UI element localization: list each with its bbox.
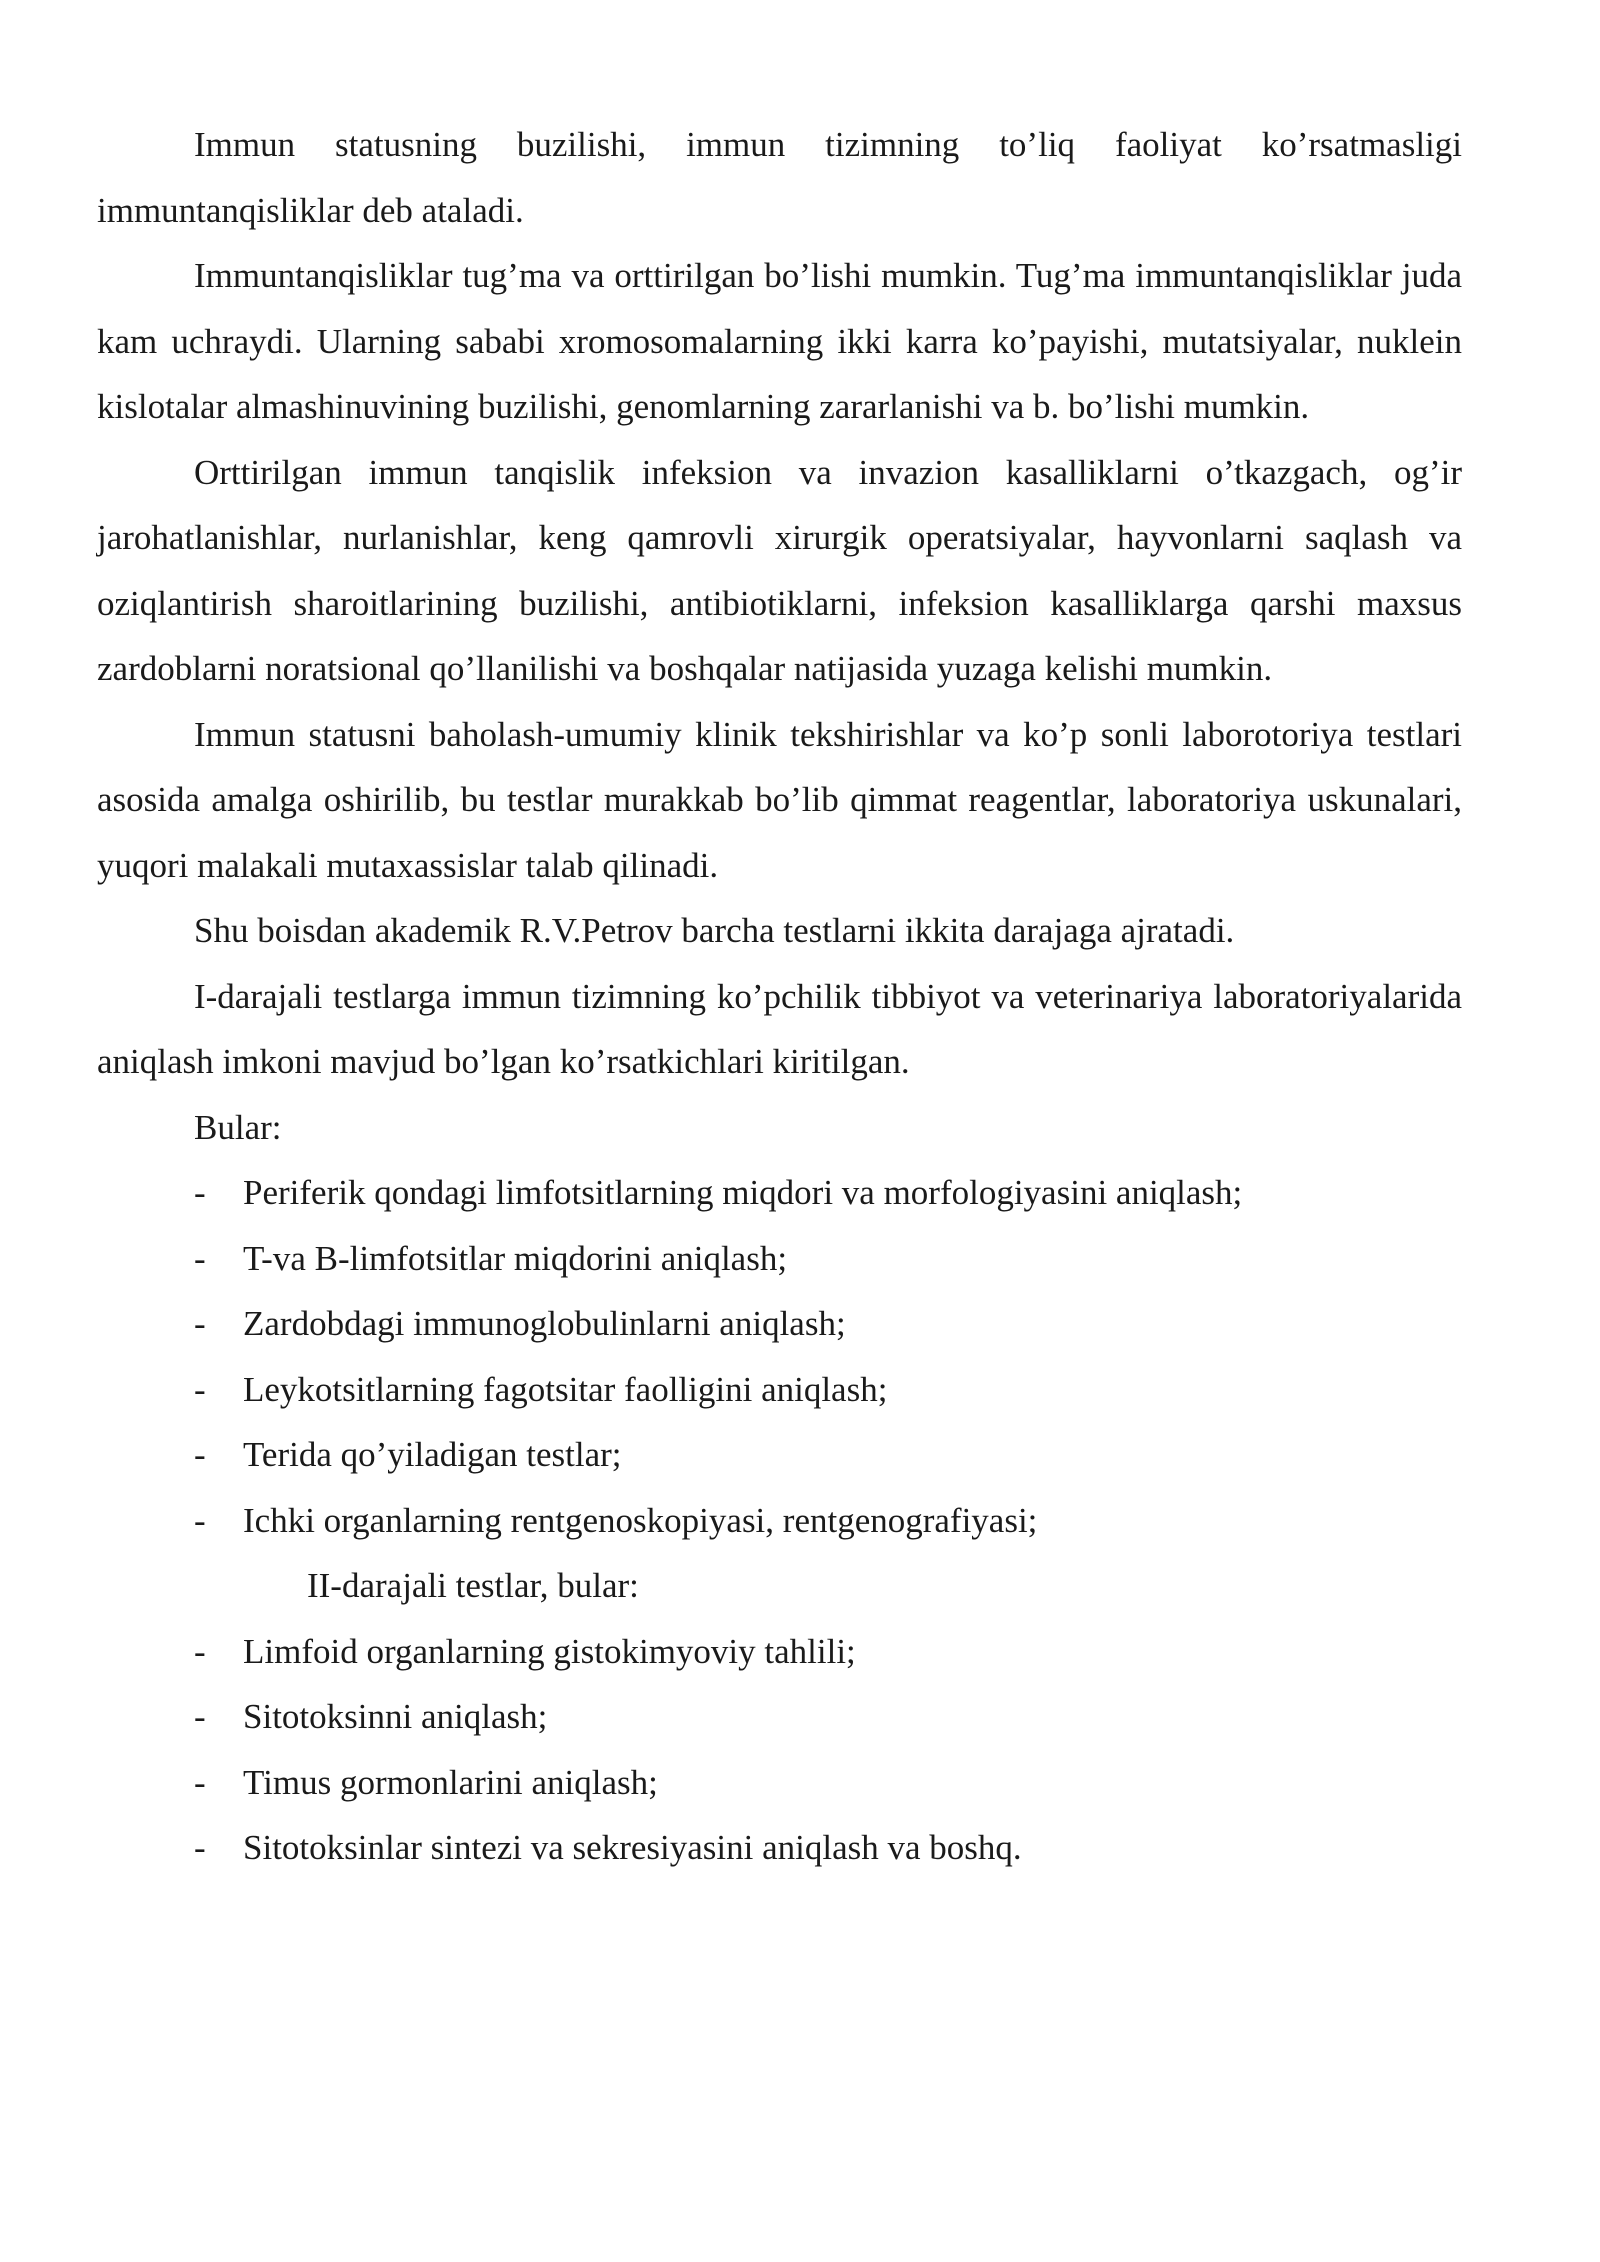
list-dash: - — [194, 1631, 206, 1671]
list-item — [97, 1160, 1462, 1226]
list-item-text: Zardobdagi immunoglobulinlarni aniqlash; — [243, 1304, 846, 1343]
list-item-text: Limfoid organlarning gistokimyoviy tahlili; — [243, 1631, 856, 1671]
list-dash: - — [194, 1762, 206, 1802]
list-dash: - — [194, 1238, 206, 1278]
paragraph-petrov-levels: Shu boisdan akademik R.V.Petrov barcha testlarni ikkita darajaga ajratadi. — [194, 911, 1235, 950]
list-item — [97, 1291, 1462, 1357]
paragraph-bular: Bular: — [194, 1107, 282, 1147]
list-item-text: Timus gormonlarini aniqlash; — [243, 1762, 658, 1802]
list-item-text: Leykotsitlarning fagotsitar faolligini aniqlash; — [243, 1369, 888, 1409]
paragraph-immune-status-assessment: Immun statusni baholash-umumiy klinik tekshirishlar va ko’p sonli laborotoriya testlari asosida amalga oshirilib, bu testlar murakkab bo’lib qimmat reagentlar, laboratoriya uskunalari, yuqori malakali mutaxassislar talab qilinadi. — [97, 714, 1462, 885]
list-dash: - — [194, 1435, 206, 1474]
paragraph-first-level-tests: I-darajali testlarga immun tizimning ko’pchilik tibbiyot va veterinariya laboratoriyalarida aniqlash imkoni mavjud bo’lgan ko’rsatkichlari kiritilgan. — [97, 976, 1462, 1081]
paragraph-congenital-acquired: Immuntanqisliklar tug’ma va orttirilgan bo’lishi mumkin. Tug’ma immuntanqisliklar juda kam uchraydi. Ularning sababi xromosomalarning ikki karra ko’payishi, mutatsiyalar, nuklein kislotalar almashinuvining buzilishi, genomlarning zararlanishi va b. bo’lishi mumkin. — [97, 256, 1462, 426]
list-item — [97, 1422, 1462, 1488]
list-item-text: Sitotoksinlar sintezi va sekresiyasini aniqlash va boshq. — [243, 1828, 1022, 1867]
paragraph-acquired-causes: Orttirilgan immun tanqislik infeksion va invazion kasalliklarni o’tkazgach, og’ir jarohatlanishlar, nurlanishlar, keng qamrovli xirurgik operatsiyalar, hayvonlarni saqlash va oziqlantirish sharoitlarining buzilishi, antibiotiklarni, infeksion kasalliklarga qarshi maxsus zardoblarni noratsional qo’llanilishi va boshqalar natijasida yuzaga kelishi mumkin. — [97, 452, 1462, 688]
first-level-test-list — [97, 1160, 1462, 1553]
second-level-heading: II-darajali testlar, bular: — [307, 1566, 639, 1605]
list-item — [97, 1684, 1462, 1750]
list-item — [97, 1750, 1462, 1816]
second-level-test-list — [97, 1619, 1462, 1881]
list-item-text: Ichki organlarning rentgenoskopiyasi, rentgenografiyasi; — [243, 1500, 1038, 1540]
list-item — [97, 1226, 1462, 1292]
list-dash: - — [194, 1500, 206, 1540]
list-dash: - — [194, 1173, 206, 1212]
list-item-text: Periferik qondagi limfotsitlarning miqdori va morfologiyasini aniqlash; — [243, 1173, 1243, 1212]
list-item — [97, 1619, 1462, 1685]
list-item-text: Terida qo’yiladigan testlar; — [243, 1435, 622, 1474]
list-item — [97, 1357, 1462, 1423]
document-page — [97, 112, 1462, 1881]
list-dash: - — [194, 1828, 206, 1867]
list-dash: - — [194, 1304, 206, 1343]
list-item — [97, 1815, 1462, 1881]
paragraph-immunodeficiency-definition: Immun statusning buzilishi, immun tizimning to’liq faoliyat ko’rsatmasligi immuntanqisliklar deb ataladi. — [97, 125, 1462, 230]
list-dash: - — [194, 1369, 206, 1409]
list-item-text: T-va B-limfotsitlar miqdorini aniqlash; — [243, 1238, 788, 1278]
list-dash: - — [194, 1697, 206, 1736]
list-item-text: Sitotoksinni aniqlash; — [243, 1697, 548, 1736]
list-item — [97, 1488, 1462, 1554]
